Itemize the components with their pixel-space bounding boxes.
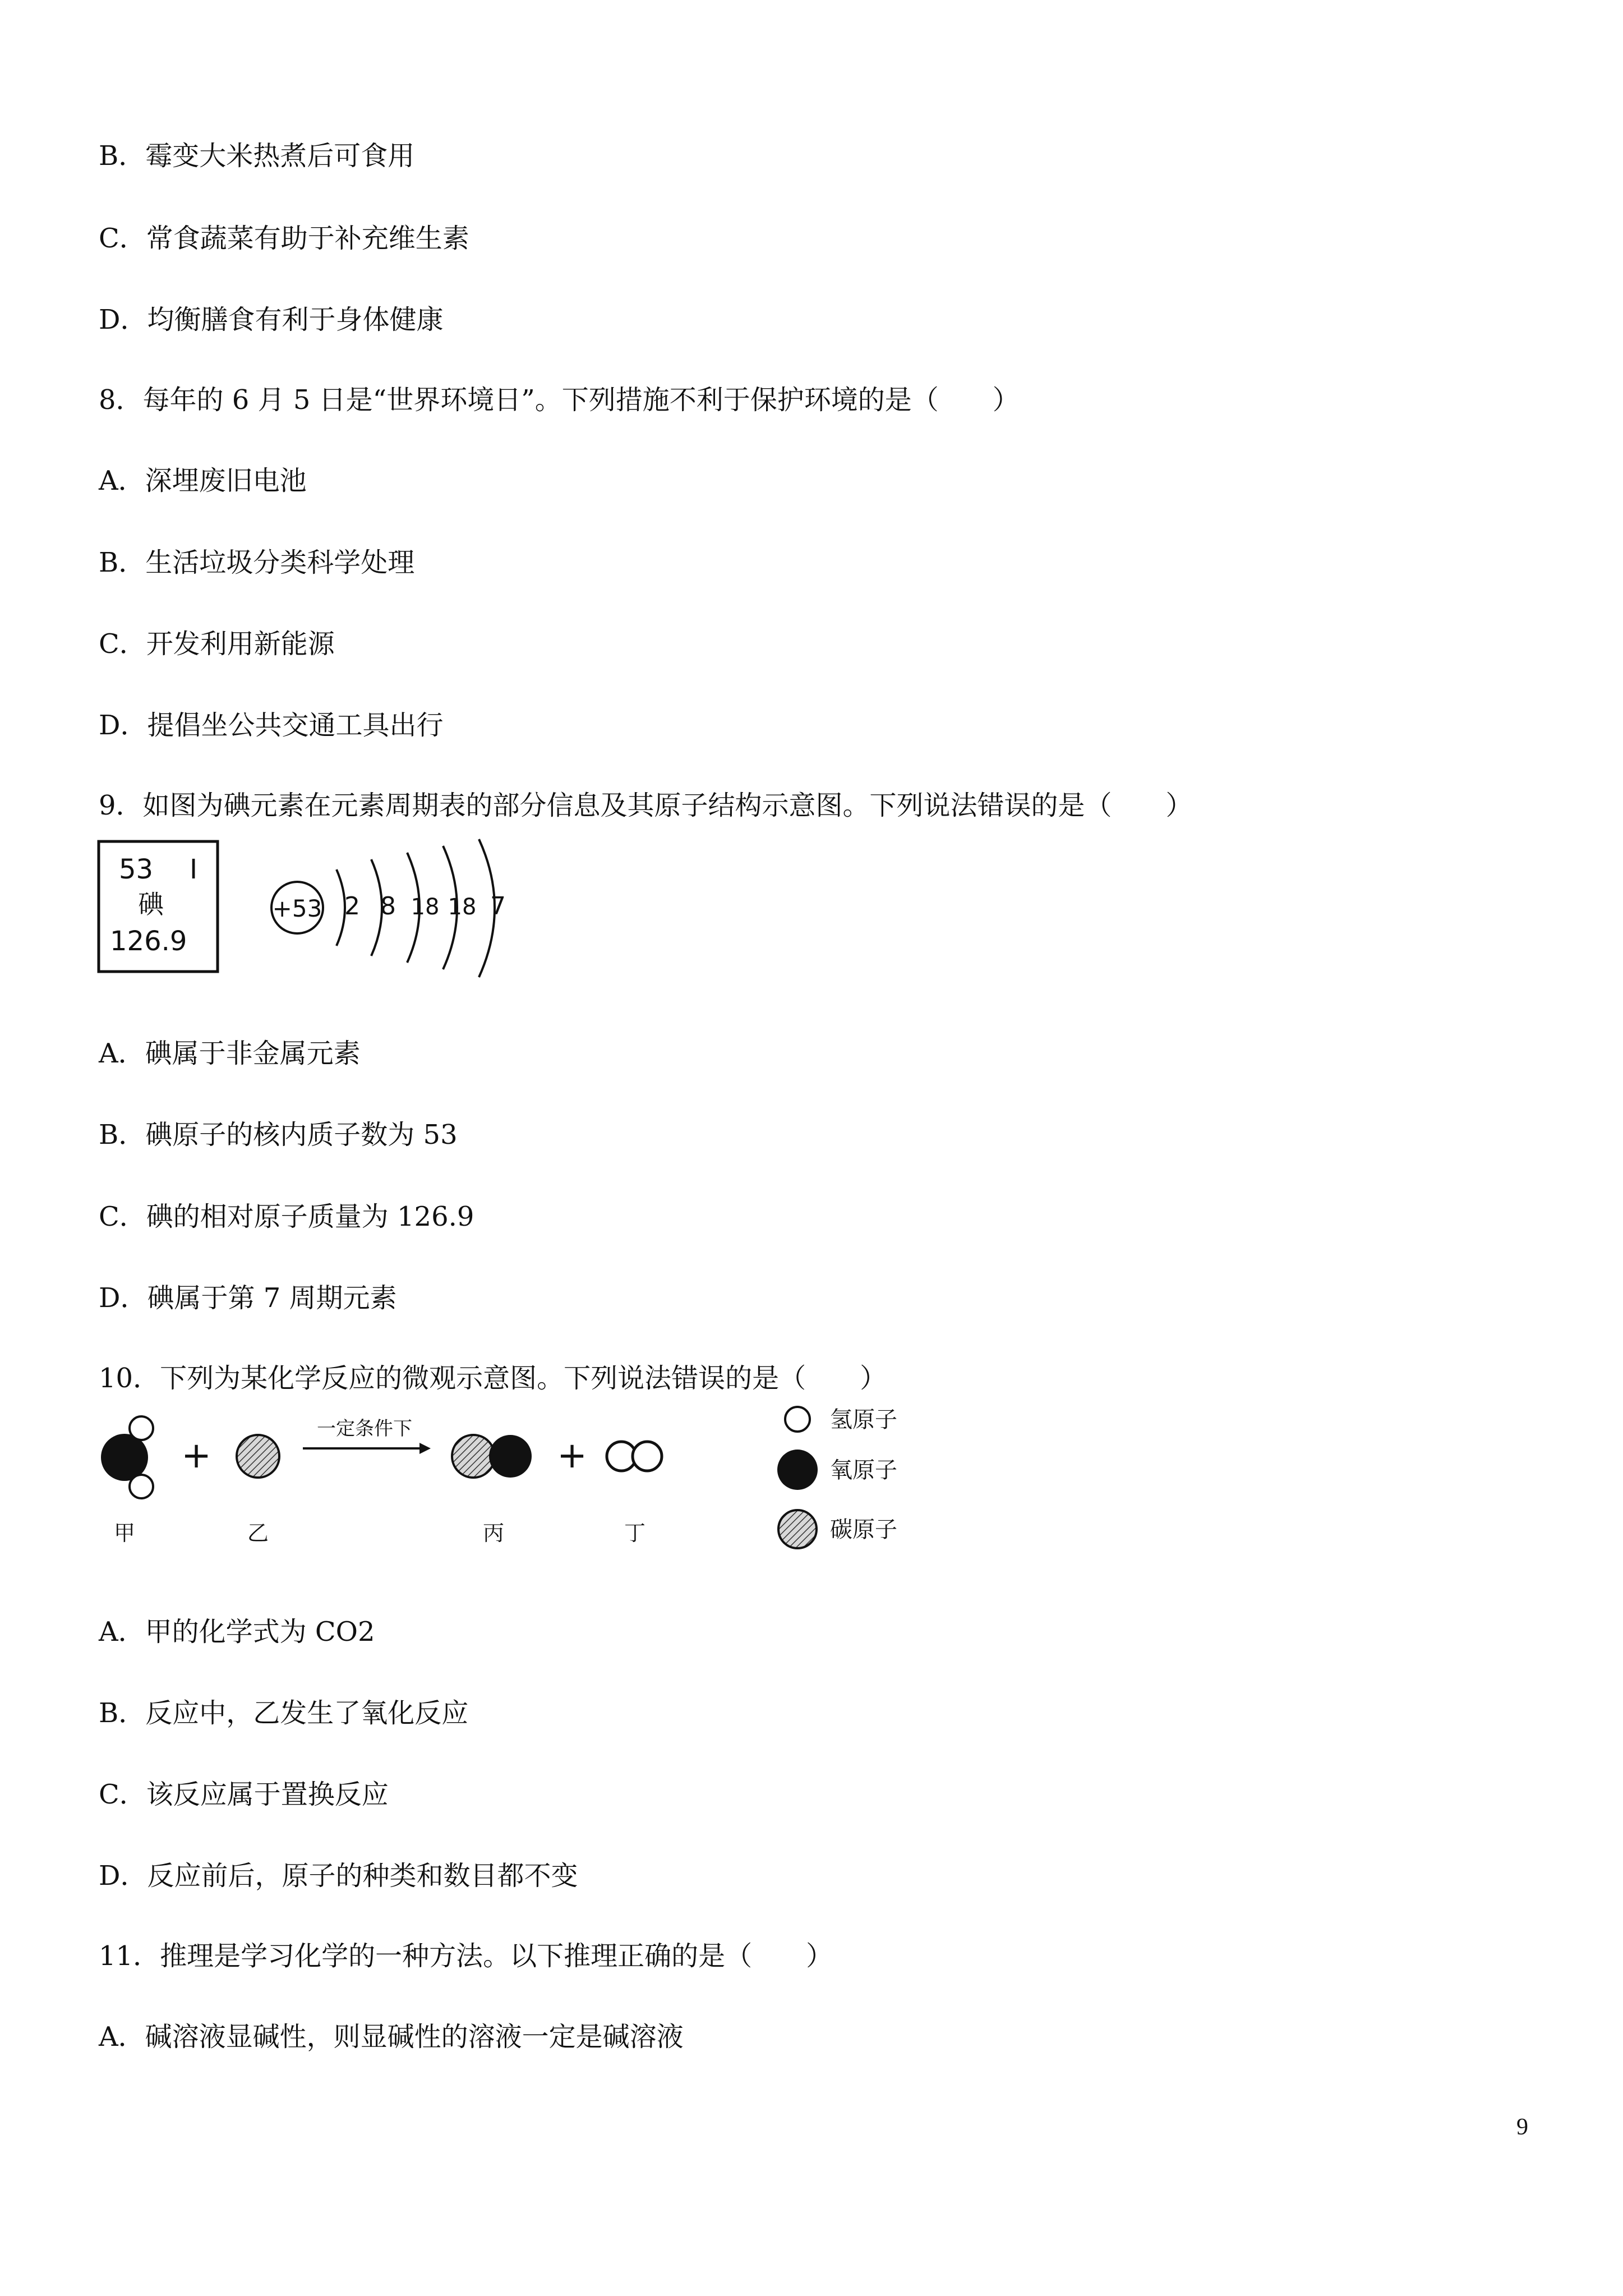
legend-carbon: 碳原子 (830, 1517, 897, 1543)
option-b-q8: B．生活垃圾分类科学处理 (99, 547, 415, 578)
question-10: 10．下列为某化学反应的微观示意图。下列说法错误的是（ ） (99, 1363, 887, 1394)
shell-electrons: 7 (490, 892, 506, 921)
carbon-atom (452, 1435, 495, 1478)
page-number: 9 (1516, 2114, 1528, 2140)
molecule-jia (101, 1416, 153, 1498)
plus-sign: + (557, 1435, 587, 1476)
oxygen-legend-icon (777, 1450, 818, 1490)
option-a-q8: A．深埋废旧电池 (99, 465, 307, 496)
option-d-q10: D．反应前后，原子的种类和数目都不变 (99, 1860, 578, 1892)
option-c-q10: C．该反应属于置换反应 (99, 1779, 389, 1810)
atomic-structure-diagram (271, 839, 506, 977)
hydrogen-atom (130, 1416, 153, 1440)
iodine-figure (90, 830, 516, 993)
plus-sign: + (181, 1435, 211, 1476)
reaction-arrow (303, 1418, 431, 1454)
atomic-number: 53 (119, 854, 154, 885)
shell-electrons: 8 (380, 892, 396, 921)
legend-oxygen: 氧原子 (830, 1457, 897, 1483)
option-a-q9: A．碘属于非金属元素 (99, 1038, 361, 1069)
carbon-atom-yi (237, 1435, 279, 1478)
legend-hydrogen: 氢原子 (830, 1407, 897, 1433)
shell-electrons: 2 (344, 892, 360, 921)
label-bing: 丙 (482, 1521, 505, 1545)
option-b-q9: B．碘原子的核内质子数为 53 (99, 1119, 458, 1151)
option-a-q10: A．甲的化学式为 CO2 (99, 1616, 375, 1648)
electron-shell-arc (336, 869, 345, 946)
molecule-bing (452, 1435, 532, 1478)
reaction-condition: 一定条件下 (317, 1418, 412, 1440)
option-a-q11: A．碱溶液显碱性，则显碱性的溶液一定是碱溶液 (99, 2021, 684, 2053)
shell-electrons: 18 (448, 894, 477, 920)
shell-electrons: 18 (411, 894, 440, 920)
option-c-q8: C．开发利用新能源 (99, 628, 335, 660)
hydrogen-atom (130, 1475, 153, 1498)
hydrogen-atom (633, 1442, 662, 1471)
carbon-legend-icon (778, 1510, 817, 1548)
reaction-figure (90, 1397, 965, 1571)
element-symbol: I (190, 854, 198, 885)
question-8: 8．每年的 6 月 5 日是“世界环境日”。下列措施不利于保护环境的是（ ） (99, 384, 1020, 416)
oxygen-atom (489, 1435, 532, 1478)
atom-legend (777, 1407, 897, 1548)
option-c-q7: C．常食蔬菜有助于补充维生素 (99, 223, 469, 254)
hydrogen-legend-icon (785, 1407, 810, 1432)
molecule-ding (607, 1442, 662, 1471)
element-name: 碘 (138, 889, 164, 919)
option-b-q7: B．霉变大米热煮后可食用 (99, 140, 415, 172)
option-d-q8: D．提倡坐公共交通工具出行 (99, 710, 444, 741)
question-11: 11．推理是学习化学的一种方法。以下推理正确的是（ ） (99, 1940, 833, 1972)
option-c-q9: C．碘的相对原子质量为 126.9 (99, 1201, 474, 1232)
label-yi: 乙 (247, 1521, 269, 1545)
label-ding: 丁 (624, 1521, 646, 1545)
option-d-q9: D．碘属于第 7 周期元素 (99, 1282, 397, 1314)
option-b-q10: B．反应中，乙发生了氧化反应 (99, 1697, 469, 1729)
question-9: 9．如图为碘元素在元素周期表的部分信息及其原子结构示意图。下列说法错误的是（ ） (99, 790, 1193, 821)
atomic-mass: 126.9 (110, 926, 187, 957)
option-d-q7: D．均衡膳食有利于身体健康 (99, 304, 444, 335)
label-jia: 甲 (113, 1521, 136, 1545)
nucleus-charge: +53 (272, 895, 322, 922)
periodic-table-cell (99, 841, 218, 972)
